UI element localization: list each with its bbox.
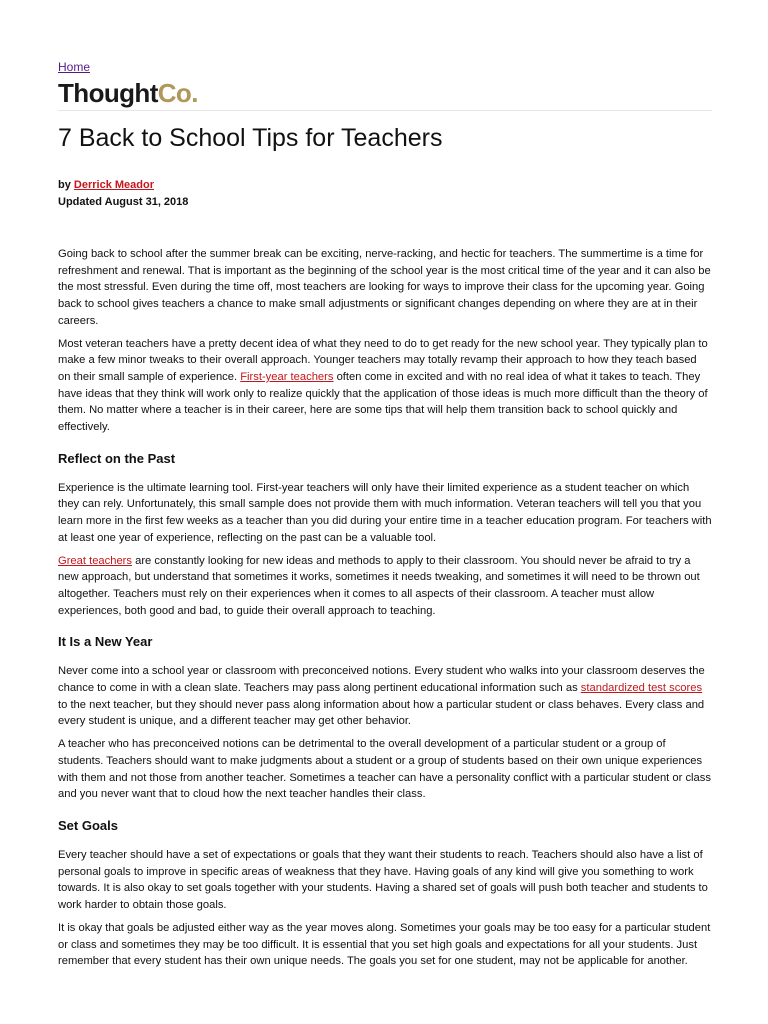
text-span: Most veteran teachers have a pretty decent idea of what they need to do to get ready for the new school year. They typically plan to make a few minor tweaks to their overall approach. Younger teachers may totally revamp their approach to how they teach based on their small sample of experience.: [58, 337, 708, 383]
logo-accent: Co.: [157, 78, 198, 108]
article-body: [58, 246, 712, 976]
paragraph-great-teachers: [58, 553, 712, 620]
paragraph-goals: Every teacher should have a set of expectations or goals that they want their students to reach. Teachers should also have a list of personal goals to improve in specific areas of weakness that they have. Having goals of any kind will give you something to work towards. It is also okay to set goals together with your students. Having a shared set of goals will push both teacher and students to work harder to obtain those goals.: [58, 848, 708, 912]
section-heading-new-year: It Is a New Year: [58, 634, 153, 650]
byline: [58, 177, 188, 211]
first-year-teachers-link[interactable]: First-year teachers: [240, 370, 334, 383]
paragraph-preconceived: A teacher who has preconceived notions can be detrimental to the overall development of a particular student or a group of students. Teachers should want to make judgments about a student or a group of students based on their own unique experiences with them and not those from another teacher. Sometimes a teacher can have a personality conflict with a particular student or class and you never want that to cloud how the next teacher handles their class.: [58, 738, 711, 801]
paragraph-adjust-goals: It is okay that goals be adjusted either way as the year moves along. Sometimes your goals may be too easy for a particular student or class and sometimes they may be too difficult. It is essential that you set high goals and expectations for all your students. Just remember that every student has their own unique needs. The goals you set for one student, may not be applicable for another.: [58, 921, 711, 968]
paragraph-veteran: [58, 336, 712, 436]
breadcrumb-home-link[interactable]: Home: [58, 60, 91, 74]
paragraph-clean-slate: [58, 663, 712, 730]
standardized-test-scores-link[interactable]: standardized test scores: [580, 682, 703, 695]
text-span: are constantly looking for new ideas and methods to apply to their classroom. You should never be afraid to try a new approach, but understand that sometimes it works, sometimes it needs tweaking, and sometimes it will need to be thrown out altogether. Teachers must rely on their experiences when it comes to all aspects of their classroom. A teacher must allow experiences, both good and bad, to guide their overall approach to teaching.: [58, 554, 700, 617]
text-span: Never come into a school year or classroom with preconceived notions. Every student who walks into your classroom deserves the chance to come in with a clean slate. Teachers may pass along pertinent educational information such as: [58, 665, 705, 695]
author-link[interactable]: Derrick Meador: [73, 179, 154, 191]
text-span: to the next teacher, but they should never pass along information about how a particular student or class behaves. Every class and every student is unique, and a different teacher may get other behavior.: [58, 698, 705, 728]
logo-main: Thought: [58, 78, 158, 108]
page-title: 7 Back to School Tips for Teachers: [58, 124, 443, 152]
header-divider: [58, 110, 712, 111]
site-logo[interactable]: [58, 78, 198, 108]
great-teachers-link[interactable]: Great teachers: [58, 554, 132, 567]
updated-date: Updated August 31, 2018: [58, 196, 189, 208]
section-heading-reflect: Reflect on the Past: [58, 450, 176, 466]
by-label: by: [58, 179, 71, 191]
text-span: often come in excited and with no real idea of what it takes to teach. They have ideas that they think will work only to realize quickly that the application of those ideas is much more difficult than the theory of them. No matter where a teacher is in their career, here are some tips that will help them transition back to school quickly and effectively.: [58, 370, 708, 434]
paragraph-intro: Going back to school after the summer break can be exciting, nerve-racking, and hectic for teachers. The summertime is a time for refreshment and renewal. That is important as the beginning of the school year is the most critical time of the year and it can also be the most stressful. Even during the time off, most teachers are looking for ways to improve their class for the upcoming year. Going back to school gives teachers a chance to make small adjustments or significant changes depending on where they are at in their careers.: [58, 248, 711, 327]
section-heading-goals: Set Goals: [58, 817, 118, 833]
paragraph-experience: Experience is the ultimate learning tool. First-year teachers will only have their limited experience as a student teacher on which they can rely. Unfortunately, this small sample does not provide them with much information. Veteran teachers will tell you that you learn more in the first few weeks as a teacher than you did during your entire time in a teacher education program. For teachers with at least one year of experience, reflecting on the past can be a valuable tool.: [58, 481, 712, 544]
